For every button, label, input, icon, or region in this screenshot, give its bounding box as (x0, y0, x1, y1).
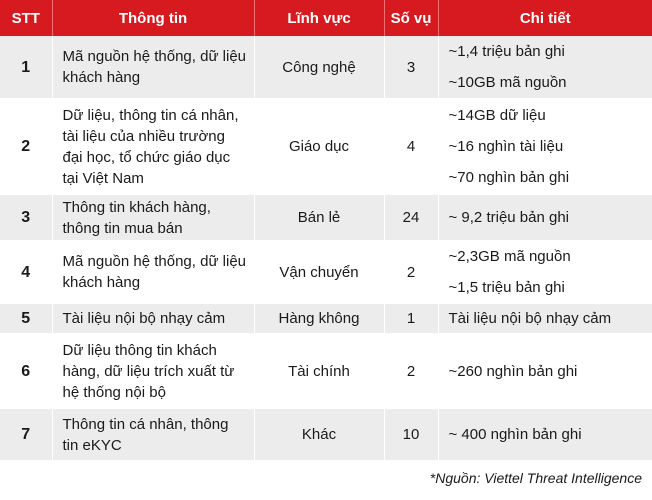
row-detail (438, 241, 652, 304)
table-row (0, 409, 652, 461)
row-stt: 2 (0, 99, 52, 195)
table-body (0, 36, 652, 461)
source-note: *Nguồn: Viettel Threat Intelligence (429, 470, 642, 486)
row-stt: 1 (0, 36, 52, 99)
row-count: 2 (384, 241, 438, 304)
row-field: Bán lẻ (254, 195, 384, 241)
row-stt: 4 (0, 241, 52, 304)
row-count: 1 (384, 304, 438, 334)
header-info: Thông tin (52, 0, 254, 36)
table-row (0, 334, 652, 409)
row-stt: 7 (0, 409, 52, 461)
detail-line: ~ 400 nghìn bản ghi (448, 425, 582, 443)
table-row (0, 99, 652, 195)
detail-line: ~260 nghìn bản ghi (448, 362, 578, 380)
row-field: Công nghệ (254, 36, 384, 99)
detail-line: ~2,3GB mã nguồn (448, 248, 571, 265)
detail-line: ~10GB mã nguồn (448, 74, 567, 91)
row-info: Thông tin cá nhân, thông tin eKYC (52, 409, 254, 461)
row-field: Hàng không (254, 304, 384, 334)
row-stt: 6 (0, 334, 52, 409)
row-info: Thông tin khách hàng, thông tin mua bán (52, 195, 254, 241)
row-field: Vận chuyển (254, 241, 384, 304)
row-count: 2 (384, 334, 438, 409)
detail-line: ~16 nghìn tài liệu (448, 138, 564, 155)
row-detail (438, 99, 652, 195)
table-header (0, 0, 652, 36)
table-row (0, 36, 652, 99)
row-detail (438, 304, 652, 334)
row-detail (438, 195, 652, 241)
row-detail (438, 36, 652, 99)
detail-line: ~1,5 triệu bản ghi (448, 279, 565, 296)
row-detail (438, 409, 652, 461)
row-count: 10 (384, 409, 438, 461)
row-stt: 5 (0, 304, 52, 334)
header-detail: Chi tiết (438, 0, 652, 36)
header-count: Số vụ (384, 0, 438, 36)
table-row (0, 195, 652, 241)
row-count: 24 (384, 195, 438, 241)
row-count: 4 (384, 99, 438, 195)
detail-line: ~1,4 triệu bản ghi (448, 43, 565, 60)
row-field: Tài chính (254, 334, 384, 409)
detail-line: Tài liệu nội bộ nhạy cảm (448, 309, 612, 327)
row-info: Dữ liệu thông tin khách hàng, dữ liệu trích xuất từ hệ thống nội bộ (52, 334, 254, 409)
table-row (0, 304, 652, 334)
row-field: Giáo dục (254, 99, 384, 195)
table-row (0, 241, 652, 304)
header-field: Lĩnh vực (254, 0, 384, 36)
row-info: Mã nguồn hệ thống, dữ liệu khách hàng (52, 36, 254, 99)
row-stt: 3 (0, 195, 52, 241)
detail-line: ~ 9,2 triệu bản ghi (448, 208, 570, 226)
header-stt: STT (0, 0, 52, 36)
row-info: Dữ liệu, thông tin cá nhân, tài liệu của nhiều trường đại học, tổ chức giáo dục tại Việt Nam (52, 99, 254, 195)
row-count: 3 (384, 36, 438, 99)
row-field: Khác (254, 409, 384, 461)
detail-line: ~70 nghìn bản ghi (448, 169, 570, 186)
row-info: Tài liệu nội bộ nhạy cảm (52, 304, 254, 334)
row-detail (438, 334, 652, 409)
detail-line: ~14GB dữ liệu (448, 107, 546, 124)
row-info: Mã nguồn hệ thống, dữ liệu khách hàng (52, 241, 254, 304)
